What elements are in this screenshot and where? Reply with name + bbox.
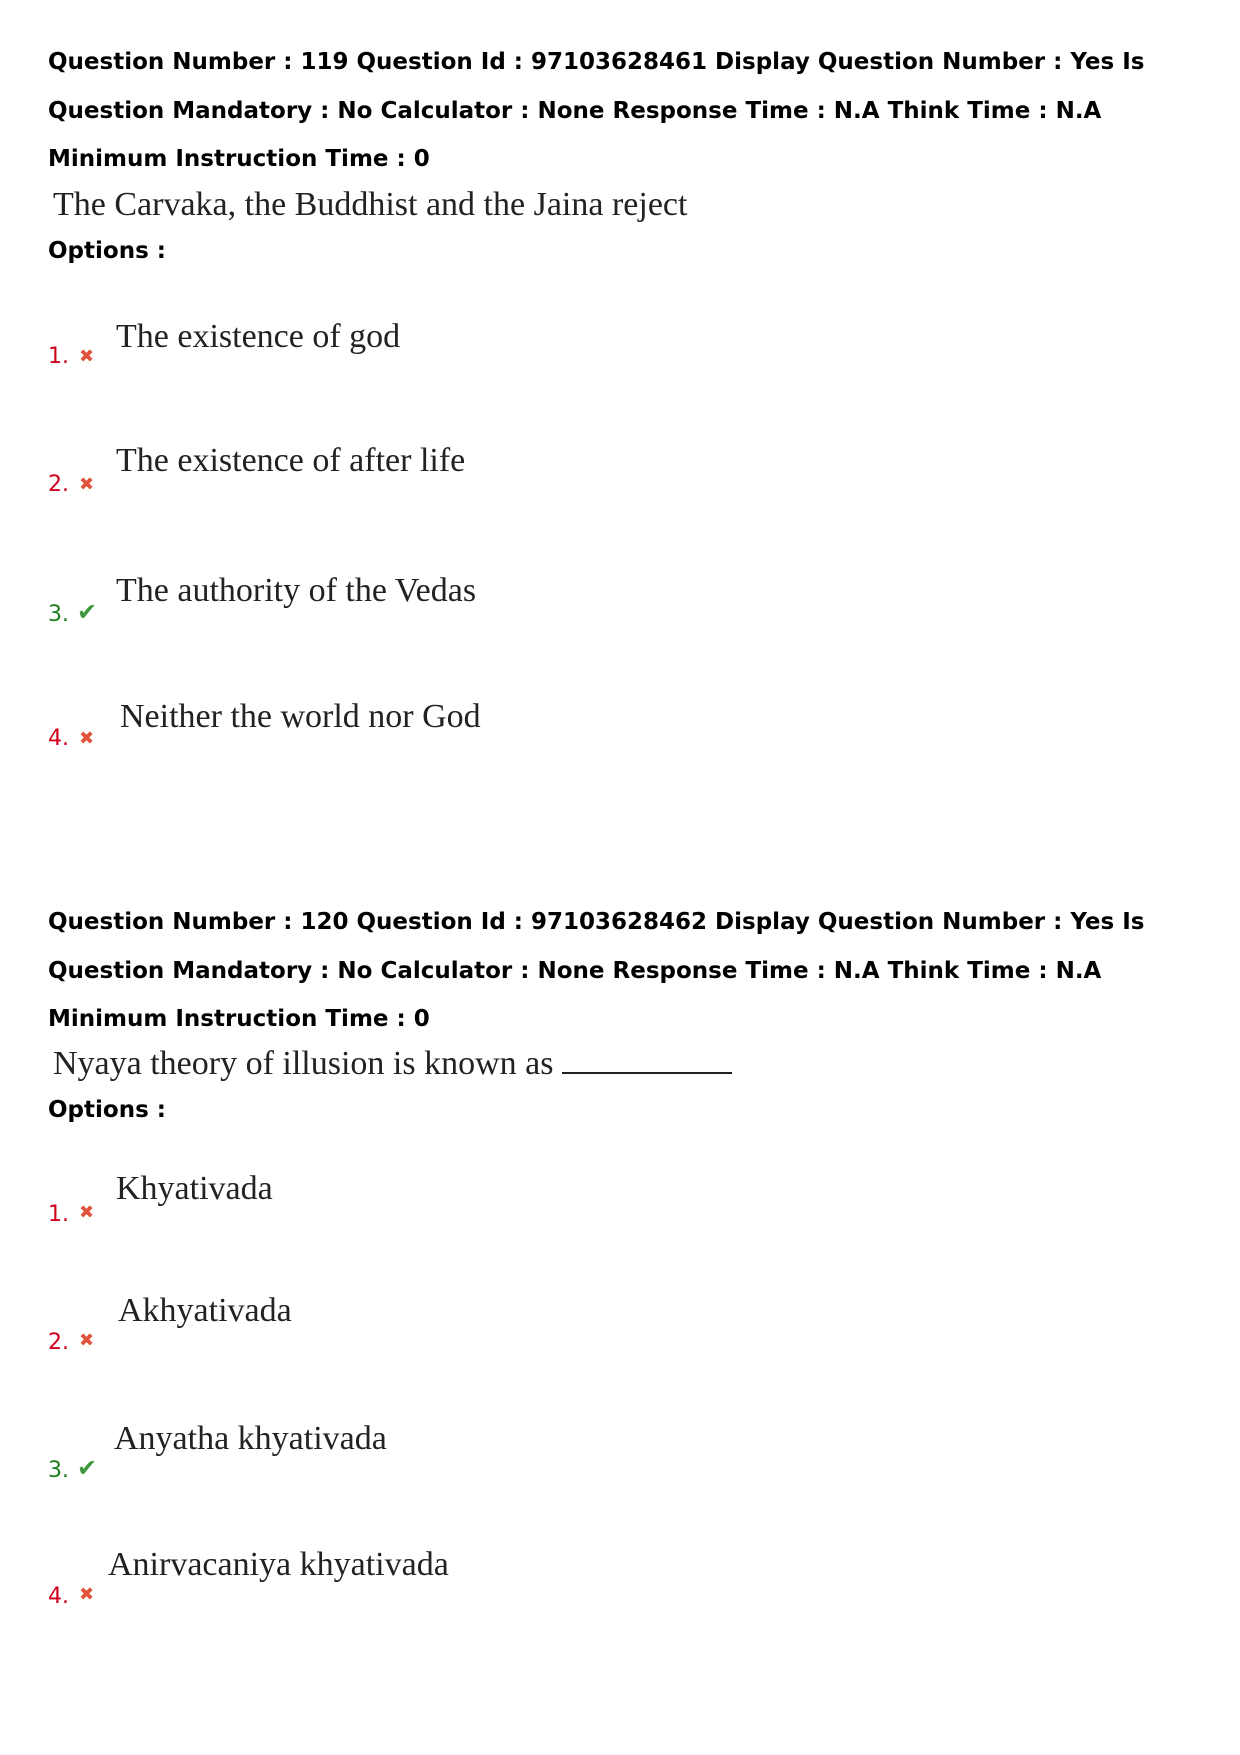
option-text: The authority of the Vedas <box>116 572 477 609</box>
option-text: Neither the world nor God <box>120 698 481 735</box>
option-text: The existence of god <box>116 318 401 355</box>
options-list-120 <box>48 1156 1208 1616</box>
option-number: 4. <box>48 726 69 751</box>
cross-icon: ✖ <box>79 1330 95 1351</box>
question-119 <box>48 38 1208 264</box>
option-3 <box>48 556 948 627</box>
cross-icon: ✖ <box>79 346 95 367</box>
option-text: Akhyativada <box>118 1292 292 1329</box>
option-text: The existence of after life <box>116 442 466 479</box>
option-2 <box>48 428 948 497</box>
options-label: Options : <box>48 1096 166 1123</box>
question-header: Question Number : 120 Question Id : 97103628462 Display Question Number : Yes Is Question Mandatory : No Calculator : None Response Time : N.A Think Time : N.A Minimum Instruction Time : 0 <box>48 909 1145 1032</box>
option-4 <box>48 682 948 751</box>
question-stem: The Carvaka, the Buddhist and the Jaina reject <box>53 185 688 223</box>
cross-icon: ✖ <box>79 1584 95 1605</box>
option-1 <box>48 1156 948 1227</box>
question-header: Question Number : 119 Question Id : 97103628461 Display Question Number : Yes Is Question Mandatory : No Calculator : None Response Time : N.A Think Time : N.A Minimum Instruction Time : 0 <box>48 49 1145 172</box>
option-number: 1. <box>48 344 69 369</box>
cross-icon: ✖ <box>79 474 95 495</box>
option-number: 3. <box>48 1458 69 1483</box>
question-120 <box>48 898 1208 1123</box>
option-number: 1. <box>48 1202 69 1227</box>
question-stem <box>53 1042 1213 1083</box>
cross-icon: ✖ <box>79 728 95 749</box>
option-number: 4. <box>48 1584 69 1609</box>
check-icon: ✔ <box>77 1454 98 1482</box>
answer-blank <box>562 1042 732 1074</box>
options-label: Options : <box>48 237 166 264</box>
question-stem-text: Nyaya theory of illusion is known as <box>53 1044 554 1082</box>
option-number: 2. <box>48 1330 69 1355</box>
option-2 <box>48 1284 948 1355</box>
option-text: Khyativada <box>116 1170 273 1207</box>
cross-icon: ✖ <box>79 1202 95 1223</box>
option-text: Anyatha khyativada <box>114 1420 387 1457</box>
option-1 <box>48 300 948 369</box>
option-number: 2. <box>48 472 69 497</box>
option-4 <box>48 1538 948 1609</box>
option-number: 3. <box>48 602 69 627</box>
option-text: Anirvacaniya khyativada <box>108 1546 449 1583</box>
check-icon: ✔ <box>77 598 98 626</box>
options-list-119 <box>48 300 1208 760</box>
option-3 <box>48 1412 948 1483</box>
